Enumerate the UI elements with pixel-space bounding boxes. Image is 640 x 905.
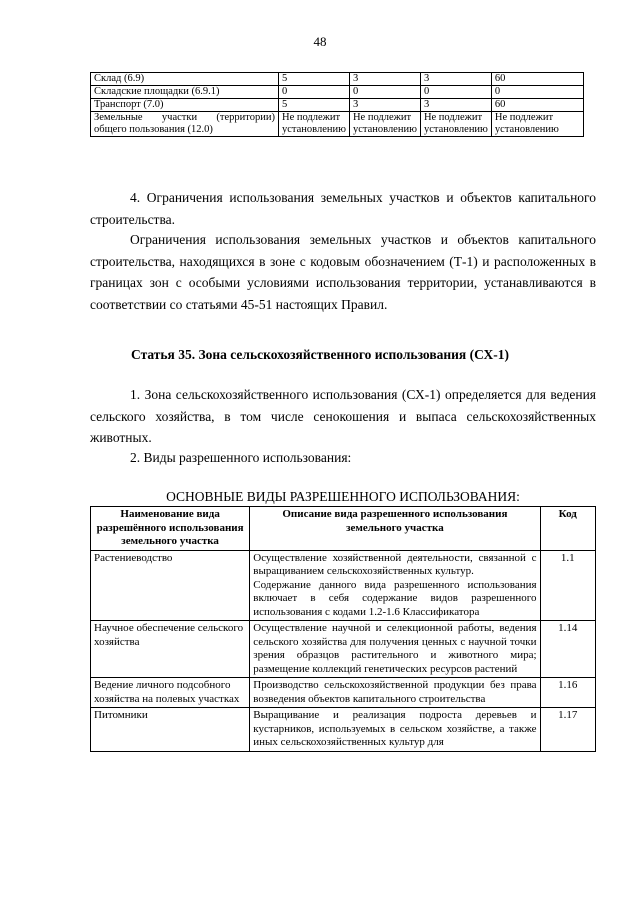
table-cell: Не подлежит установлению (349, 112, 420, 137)
table-cell: 3 (420, 99, 491, 112)
use-description: Осуществление научной и селекционной работы, ведения сельского хозяйства для получения ценных с научной точки зрения образцов растительного и животного мира; размещение коллекций генетических ресурсов растений (250, 621, 540, 678)
table-cell: Не подлежит установлению (279, 112, 350, 137)
use-description-note: Содержание данного вида разрешенного использования включает в себя содержание видов разрешенного использования с кодами 1.2-1.6 Классификатора (253, 578, 537, 618)
table-row (91, 621, 596, 678)
column-header-description: Описание вида разрешенного использования земельного участка (250, 507, 540, 551)
table-cell: 3 (420, 73, 491, 86)
table-row (91, 550, 596, 621)
table-cell: 5 (279, 99, 350, 112)
permitted-use-table (90, 506, 596, 752)
use-code: 1.17 (540, 708, 595, 752)
section-4-heading: 4. Ограничения использования земельных участков и объектов капитального строительства. (90, 190, 596, 227)
use-description (250, 550, 540, 621)
article-paragraph-1: 1. Зона сельскохозяйственного использования (СХ-1) определяется для ведения сельского хозяйства, в том числе сенокошения и выпаса сельскохозяйственных животных. (90, 387, 596, 445)
table-cell: 3 (349, 99, 420, 112)
article-paragraph-2: 2. Виды разрешенного использования: (130, 450, 352, 465)
use-code: 1.1 (540, 550, 595, 621)
table-cell: Земельные участки (территории) общего пользования (12.0) (91, 112, 279, 137)
use-description-text: Осуществление хозяйственной деятельности, связанной с выращиванием сельскохозяйственных культур. (253, 551, 537, 577)
table-row (91, 708, 596, 752)
table-cell: 60 (491, 73, 583, 86)
table-cell: 3 (349, 73, 420, 86)
table-cell: Не подлежит установлению (491, 112, 583, 137)
table-row (91, 678, 596, 708)
table-cell: 0 (279, 86, 350, 99)
zone-parameters-table (90, 72, 584, 137)
use-name: Растениеводство (91, 550, 250, 621)
table-cell: 60 (491, 99, 583, 112)
column-header-name: Наименование вида разрешённого использования земельного участка (91, 507, 250, 551)
table-cell: Складские площадки (6.9.1) (91, 86, 279, 99)
table-row (91, 99, 584, 112)
use-name: Научное обеспечение сельского хозяйства (91, 621, 250, 678)
table-cell: Не подлежит установлению (420, 112, 491, 137)
table-row (91, 86, 584, 99)
use-name: Питомники (91, 708, 250, 752)
table-cell: Транспорт (7.0) (91, 99, 279, 112)
table-cell: 0 (349, 86, 420, 99)
table-cell: 0 (491, 86, 583, 99)
use-code: 1.14 (540, 621, 595, 678)
article-title: Статья 35. Зона сельскохозяйственного использования (СХ-1) (131, 347, 509, 362)
table-header-row (91, 507, 596, 551)
table-cell: 0 (420, 86, 491, 99)
use-name: Ведение личного подсобного хозяйства на полевых участках (91, 678, 250, 708)
section-4-text: Ограничения использования земельных участков и объектов капитального строительства, находящихся в зоне с кодовым обозначением (Т-1) и расположенных в границах зон с особыми условиями использования территории, устанавливаются в соответствии со статьями 45-51 настоящих Правил. (90, 232, 596, 312)
use-code: 1.16 (540, 678, 595, 708)
use-description: Производство сельскохозяйственной продукции без права возведения объектов капитального строительства (250, 678, 540, 708)
table-cell: 5 (279, 73, 350, 86)
table-row (91, 73, 584, 86)
table-row (91, 112, 584, 137)
page-number: 48 (313, 34, 327, 49)
table-cell: Склад (6.9) (91, 73, 279, 86)
column-header-code: Код (540, 507, 595, 551)
use-description: Выращивание и реализация подроста деревьев и кустарников, используемых в сельском хозяйстве, а также иных сельскохозяйственных культур для (250, 708, 540, 752)
table-caption: ОСНОВНЫЕ ВИДЫ РАЗРЕШЕННОГО ИСПОЛЬЗОВАНИЯ: (166, 489, 520, 504)
